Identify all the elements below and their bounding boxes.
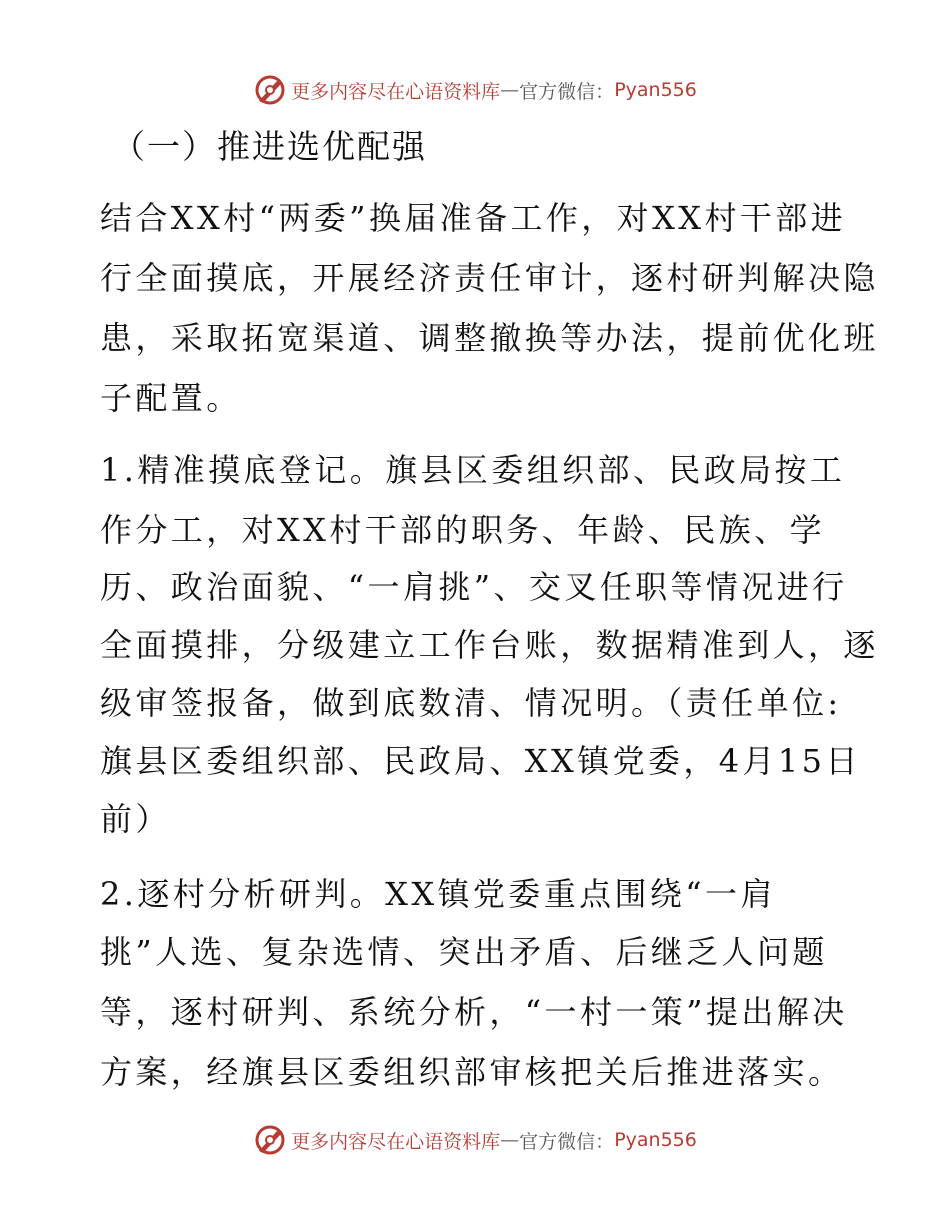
watermark-label: 官方微信： [519, 80, 615, 103]
paragraph-line: 历、政治面貌、“一肩挑”、交叉任职等情况进行 [100, 568, 848, 606]
watermark-id: Pyan556 [614, 1129, 697, 1151]
paragraph-line: 2.逐村分析研判。XX镇党委重点围绕“一肩 [100, 875, 776, 913]
watermark-label: 官方微信： [519, 1130, 615, 1153]
paragraph-line: 1.精准摸底登记。旗县区委组织部、民政局按工 [100, 451, 846, 489]
paragraph-line: 作分工，对XX村干部的职务、年龄、民族、学 [100, 511, 825, 549]
logo-icon [253, 73, 287, 107]
watermark-id: Pyan556 [614, 79, 697, 101]
paragraph-line: 挑”人选、复杂选情、突出矛盾、后继乏人问题 [100, 933, 828, 971]
watermark-text: 更多内容尽在心语资料库 [291, 80, 501, 103]
paragraph-line: 患，采取拓宽渠道、调整撤换等办法，提前优化班 [100, 319, 879, 357]
watermark-dash: — [500, 79, 520, 101]
paragraph-line: 级审签报备，做到底数清、情况明。（责任单位: [100, 684, 842, 722]
watermark-footer [0, 1120, 950, 1160]
paragraph-line: 等，逐村研判、系统分析，“一村一策”提出解决 [100, 993, 848, 1031]
paragraph-line: 行全面摸底，开展经济责任审计，逐村研判解决隐 [100, 259, 879, 297]
logo-icon [253, 1123, 287, 1157]
section-heading: （一）推进选优配强 [112, 127, 427, 166]
watermark-dash: — [500, 1129, 520, 1151]
watermark-text: 更多内容尽在心语资料库 [291, 1130, 501, 1153]
watermark-header [0, 70, 950, 110]
paragraph-line: 子配置。 [100, 379, 242, 417]
paragraph-line: 全面摸排，分级建立工作台账，数据精准到人，逐 [100, 626, 879, 664]
paragraph-line: 方案，经旗县区委组织部审核把关后推进落实。 [100, 1053, 844, 1091]
paragraph-line: 前） [100, 800, 171, 838]
paragraph-line: 结合XX村“两委”换届准备工作，对XX村干部进 [100, 199, 847, 237]
paragraph-line: 旗县区委组织部、民政局、XX镇党委，4月15日 [100, 742, 861, 780]
